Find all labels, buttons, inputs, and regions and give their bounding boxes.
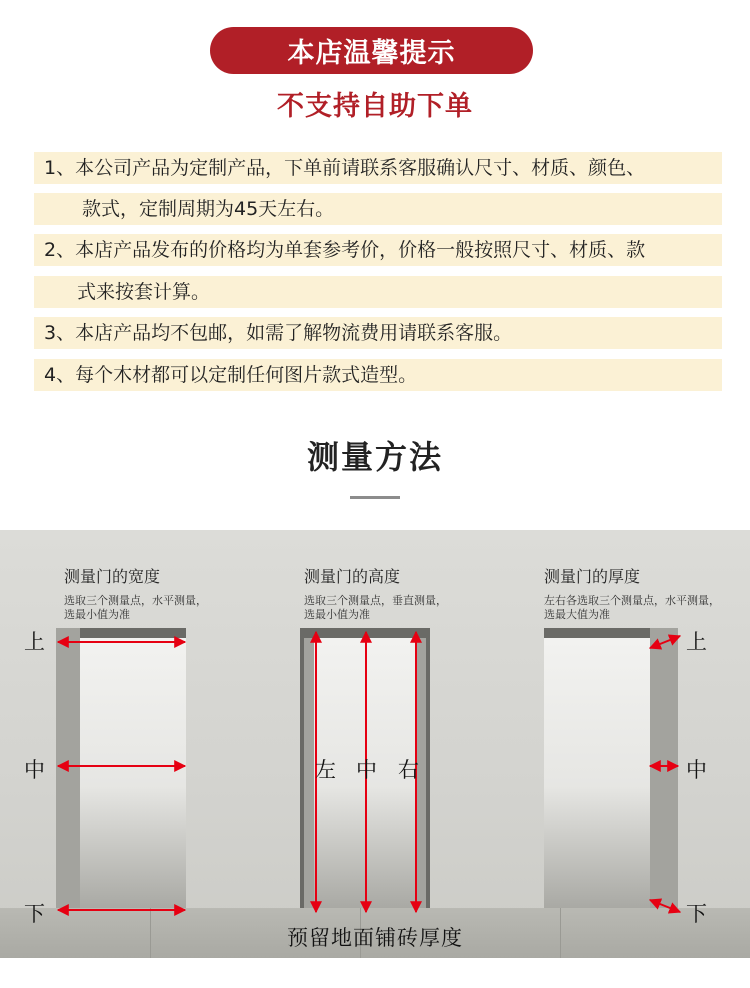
notice-1-line-1: 1、本公司产品为定制产品，下单前请联系客服确认尺寸、材质、颜色、 bbox=[44, 157, 646, 179]
measure-section-title: 测量方法 bbox=[306, 438, 443, 476]
notice-2-line-1: 2、本店产品发布的价格均为单套参考价，价格一般按照尺寸、材质、款 bbox=[44, 239, 646, 261]
notice-3: 3、本店产品均不包邮，如需了解物流费用请联系客服。 bbox=[44, 322, 513, 344]
panel-thickness-desc: 左右各选取三个测量点，水平测量， 选最大值为准 bbox=[544, 594, 720, 621]
marker-bottom-right: 下 bbox=[686, 902, 707, 926]
notice-4: 4、每个木材都可以定制任何图片款式造型。 bbox=[44, 364, 418, 386]
notice-subtitle: 不支持自助下单 bbox=[277, 91, 473, 122]
notice-1-line-2: 款式，定制周期为45天左右。 bbox=[82, 198, 335, 220]
panel-thickness-title: 测量门的厚度 bbox=[544, 567, 641, 586]
marker-middle-left: 中 bbox=[24, 758, 45, 782]
panel-height-title: 测量门的高度 bbox=[304, 567, 401, 586]
thickness-arrow-top bbox=[650, 636, 680, 648]
title-underline bbox=[350, 496, 400, 499]
notice-badge: 本店温馨提示 bbox=[210, 27, 533, 74]
marker-center: 中 bbox=[356, 758, 377, 782]
marker-left: 左 bbox=[315, 758, 336, 782]
bottom-margin bbox=[0, 958, 750, 988]
measurement-arrows bbox=[0, 530, 750, 958]
floor-tile-caption: 预留地面铺砖厚度 bbox=[287, 926, 463, 950]
panel-height-desc: 选取三个测量点，垂直测量， 选最小值为准 bbox=[304, 594, 447, 621]
marker-bottom-left: 下 bbox=[24, 902, 45, 926]
panel-width-desc: 选取三个测量点，水平测量， 选最小值为准 bbox=[64, 594, 207, 621]
marker-middle-right: 中 bbox=[686, 758, 707, 782]
marker-top-left: 上 bbox=[24, 630, 45, 654]
measurement-illustration bbox=[0, 530, 750, 958]
notice-2-line-2: 式来按套计算。 bbox=[77, 281, 211, 303]
thickness-arrow-bottom bbox=[650, 900, 680, 912]
panel-width-title: 测量门的宽度 bbox=[64, 567, 161, 586]
marker-top-right: 上 bbox=[686, 630, 707, 654]
marker-right: 右 bbox=[398, 758, 419, 782]
